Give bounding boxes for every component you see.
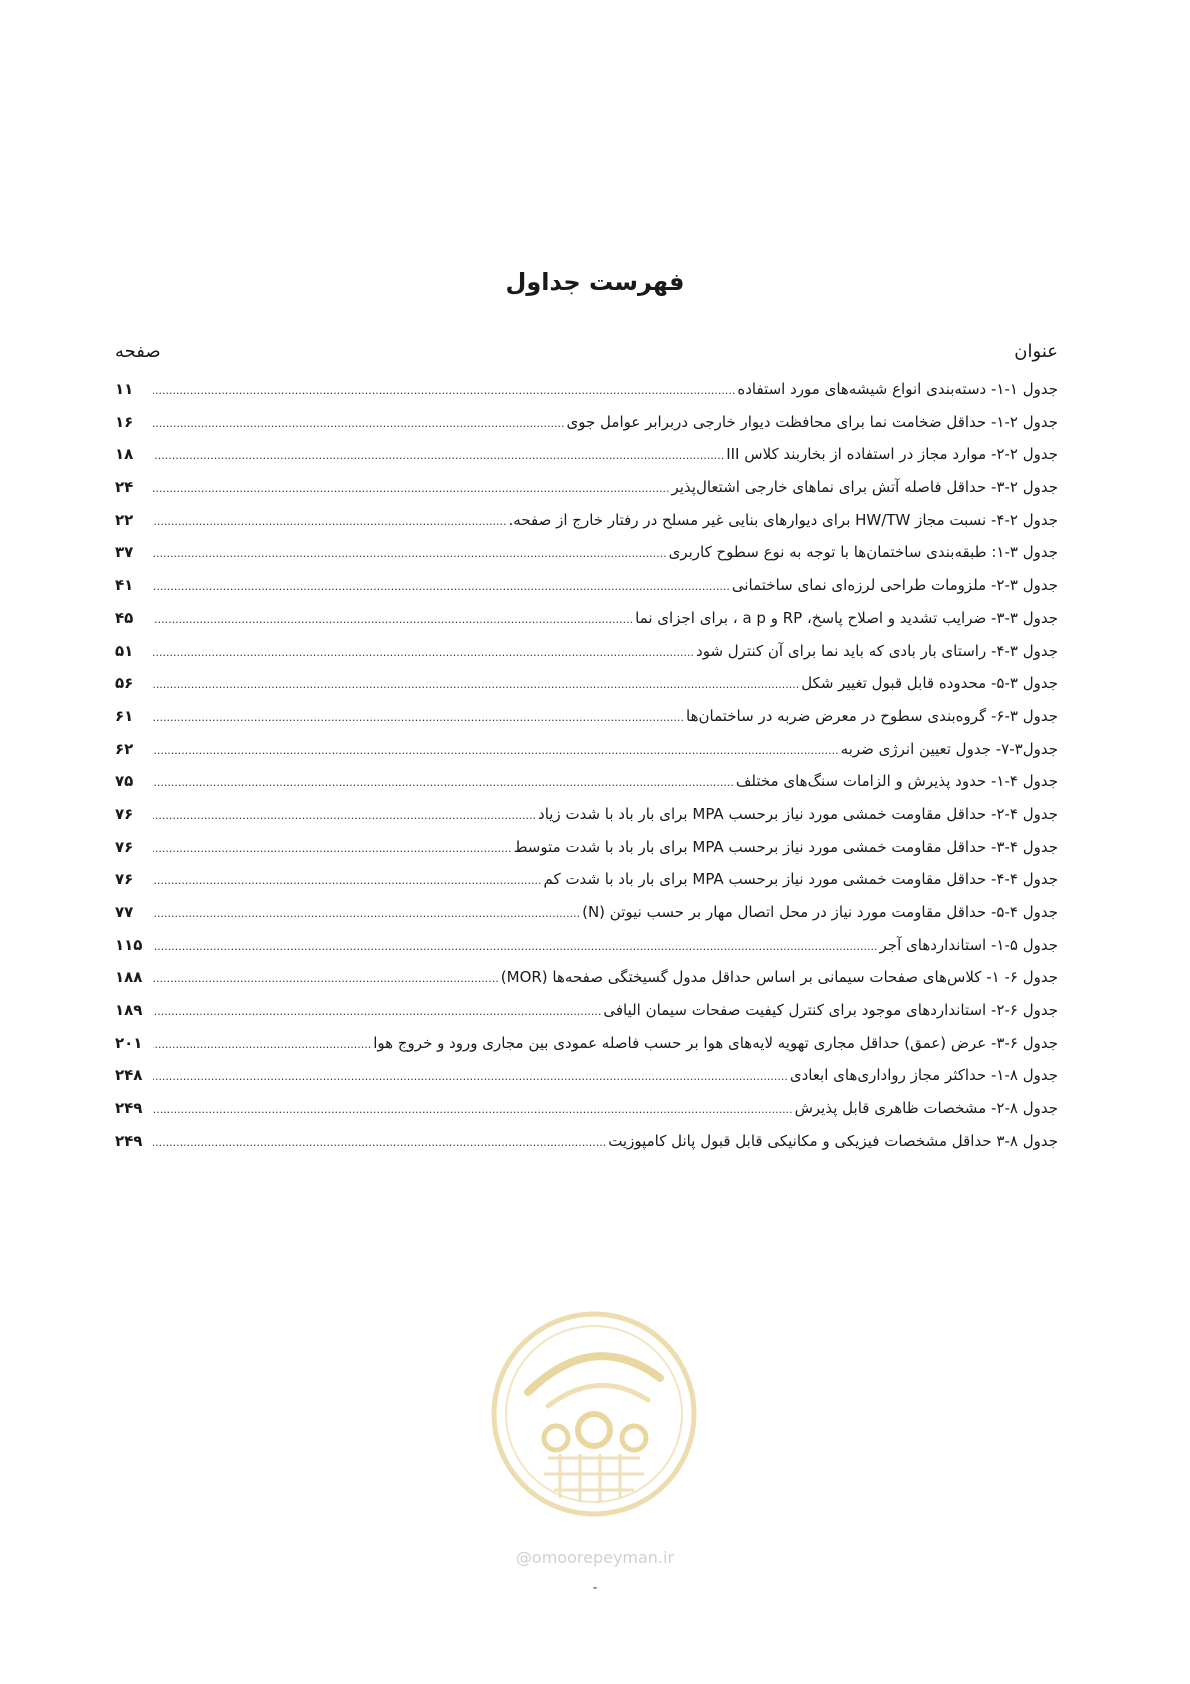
dot-leader xyxy=(153,874,542,887)
table-entry-title: جدول ۳-۱: طبقه‌بندی ساختمان‌ها با توجه به نوع سطوح کاربری xyxy=(668,543,1058,562)
table-entry-page: ۳۷ xyxy=(115,543,134,562)
dot-leader xyxy=(153,678,799,691)
dot-leader xyxy=(153,384,735,397)
table-entry[interactable] xyxy=(115,380,1058,413)
table-entry[interactable] xyxy=(115,838,1058,871)
table-entry-title: جدول ۴-۳- حداقل مقاومت خمشی مورد نیاز برحسب MPA برای بار باد با شدت متوسط xyxy=(513,837,1058,856)
table-entry[interactable] xyxy=(115,772,1058,805)
table-entry-title: جدول ۳-۳- ضرایب تشدید و اصلاح پاسخ، RP و a p ، برای اجزای نما xyxy=(635,608,1058,627)
table-entry-page: ۴۵ xyxy=(115,608,134,627)
table-entry-page: ۱۸۸ xyxy=(115,968,143,987)
dot-leader xyxy=(153,613,633,626)
table-entry-title: جدول ۶-۲- استانداردهای موجود برای کنترل کیفیت صفحات سیمان الیافی xyxy=(603,1001,1058,1020)
table-entry-title: جدول ۸-۱- حداکثر مجاز رواداری‌های ابعادی xyxy=(789,1066,1058,1085)
table-entry[interactable] xyxy=(115,805,1058,838)
table-entry-page: ۵۱ xyxy=(115,641,134,660)
table-entry-title: جدول ۸-۲- مشخصات ظاهری قابل پذیرش xyxy=(794,1099,1058,1118)
dot-leader xyxy=(153,417,565,430)
table-entry-title: جدول ۴-۲- حداقل مقاومت خمشی مورد نیاز برحسب MPA برای بار باد با شدت زیاد xyxy=(538,804,1058,823)
dot-leader xyxy=(153,907,580,920)
table-entry[interactable] xyxy=(115,870,1058,903)
table-entry-page: ۷۷ xyxy=(115,903,134,921)
table-entry-page: ۶۲ xyxy=(115,739,134,758)
page-number: - xyxy=(592,1580,598,1596)
dot-leader xyxy=(153,972,499,985)
table-entry[interactable] xyxy=(115,478,1058,511)
table-entry-page: ۲۰۱ xyxy=(115,1033,143,1052)
dot-leader xyxy=(153,776,734,789)
table-entry-page: ۷۶ xyxy=(115,837,134,856)
table-entry-page: ۲۲ xyxy=(115,510,134,529)
dot-leader xyxy=(153,1038,371,1051)
table-entry[interactable] xyxy=(115,903,1058,936)
table-entry-page: ۱۱۵ xyxy=(115,935,143,954)
table-entry[interactable] xyxy=(115,1034,1058,1067)
table-entry-page: ۲۴۸ xyxy=(115,1066,143,1085)
dot-leader xyxy=(153,1136,606,1149)
table-entry-title: جدول ۲-۳- حداقل فاصله آتش برای نماهای خارجی اشتعال‌پذیر xyxy=(671,478,1058,497)
table-entry-page: ۷۶ xyxy=(115,870,134,889)
table-entry-title: جدول ۲-۲- موارد مجاز در استفاده از بخاربند کلاس III xyxy=(726,445,1058,464)
table-entry[interactable] xyxy=(115,968,1058,1001)
table-of-tables xyxy=(115,380,1058,1165)
table-entry[interactable] xyxy=(115,609,1058,642)
table-entry-title: جدول ۲-۴- نسبت مجاز HW/TW برای دیوارهای بنایی غیر مسلح در رفتار خارج از صفحه. xyxy=(508,510,1058,529)
watermark-seal-icon xyxy=(488,1308,700,1520)
dot-leader xyxy=(153,547,667,560)
table-entry-title: جدول ۴-۵- حداقل مقاومت مورد نیاز در محل اتصال مهار بر حسب نیوتن (N) xyxy=(582,903,1058,921)
table-entry[interactable] xyxy=(115,936,1058,969)
table-entry[interactable] xyxy=(115,413,1058,446)
table-entry[interactable] xyxy=(115,511,1058,544)
table-entry[interactable] xyxy=(115,674,1058,707)
table-entry-page: ۵۶ xyxy=(115,674,134,693)
table-entry-page: ۷۵ xyxy=(115,772,134,791)
dot-leader xyxy=(153,1070,788,1083)
dot-leader xyxy=(153,482,669,495)
watermark-url: @omoorepeyman.ir xyxy=(515,1548,675,1567)
dot-leader xyxy=(153,1103,793,1116)
dot-leader xyxy=(153,580,730,593)
table-entry[interactable] xyxy=(115,445,1058,478)
table-entry-page: ۲۴ xyxy=(115,478,134,497)
dot-leader xyxy=(153,449,724,462)
table-entry-title: جدول ۸-۳ حداقل مشخصات فیزیکی و مکانیکی قابل قبول پانل کامپوزیت xyxy=(608,1131,1058,1150)
table-entry[interactable] xyxy=(115,543,1058,576)
table-entry-page: ۱۱ xyxy=(115,380,134,398)
dot-leader xyxy=(153,711,684,724)
table-entry-page: ۴۱ xyxy=(115,576,134,595)
table-entry[interactable] xyxy=(115,576,1058,609)
table-entry-page: ۷۶ xyxy=(115,804,134,823)
dot-leader xyxy=(153,940,878,953)
table-entry-title: جدول ۴-۴- حداقل مقاومت خمشی مورد نیاز برحسب MPA برای بار باد با شدت کم xyxy=(543,870,1058,889)
table-entry[interactable] xyxy=(115,1132,1058,1165)
table-entry-title: جدول ۳-۵- محدوده قابل قبول تغییر شکل xyxy=(801,674,1058,693)
table-entry-title: جدول ۳-۲- ملزومات طراحی لرزه‌ای نمای ساختمانی xyxy=(731,576,1058,595)
dot-leader xyxy=(153,646,694,659)
table-entry[interactable] xyxy=(115,642,1058,675)
table-entry-title: جدول ۳-۶- گروه‌بندی سطوح در معرض ضربه در ساختمان‌ها xyxy=(686,706,1058,725)
column-heading-title: عنوان xyxy=(1014,341,1058,362)
table-entry-page: ۱۸۹ xyxy=(115,1001,143,1020)
table-entry-title: جدول ۱-۱- دسته‌بندی انواع شیشه‌های مورد استفاده xyxy=(737,380,1058,398)
table-entry-page: ۲۴۹ xyxy=(115,1131,143,1150)
table-entry-title: جدول ۶-۳- عرض (عمق) حداقل مجاری تهویه لایه‌های هوا بر حسب فاصله عمودی بین مجاری ورود و خروج هوا xyxy=(373,1033,1058,1052)
table-entry-page: ۲۴۹ xyxy=(115,1099,143,1118)
table-entry-title: جدول ۵-۱- استانداردهای آجر xyxy=(879,935,1058,954)
dot-leader xyxy=(153,1005,601,1018)
table-entry[interactable] xyxy=(115,740,1058,773)
dot-leader xyxy=(153,842,512,855)
dot-leader xyxy=(153,809,536,822)
table-entry-page: ۱۸ xyxy=(115,445,134,464)
table-entry-page: ۶۱ xyxy=(115,706,134,725)
table-entry[interactable] xyxy=(115,1066,1058,1099)
table-entry-page: ۱۶ xyxy=(115,412,134,431)
table-entry[interactable] xyxy=(115,1001,1058,1034)
table-entry-title: جدول ۶- ۱- کلاس‌های صفحات سیمانی بر اساس حداقل مدول گسیختگی صفحه‌ها (MOR) xyxy=(500,968,1058,987)
column-heading-page: صفحه xyxy=(115,341,161,362)
table-entry[interactable] xyxy=(115,1099,1058,1132)
table-entry-title: جدول ۲-۱- حداقل ضخامت نما برای محافظت دیوار خارجی دربرابر عوامل جوی xyxy=(566,412,1058,431)
table-entry[interactable] xyxy=(115,707,1058,740)
dot-leader xyxy=(153,744,839,757)
table-entry-title: جدول ۴-۱- حدود پذیرش و الزامات سنگ‌های مختلف xyxy=(735,772,1058,791)
page-title: فهرست جداول xyxy=(505,268,685,296)
dot-leader xyxy=(153,515,507,528)
table-entry-title: جدول۳-۷- جدول تعیین انرژی ضربه xyxy=(840,739,1058,758)
table-entry-title: جدول ۳-۴- راستای بار بادی که باید نما برای آن کنترل شود xyxy=(696,641,1058,660)
